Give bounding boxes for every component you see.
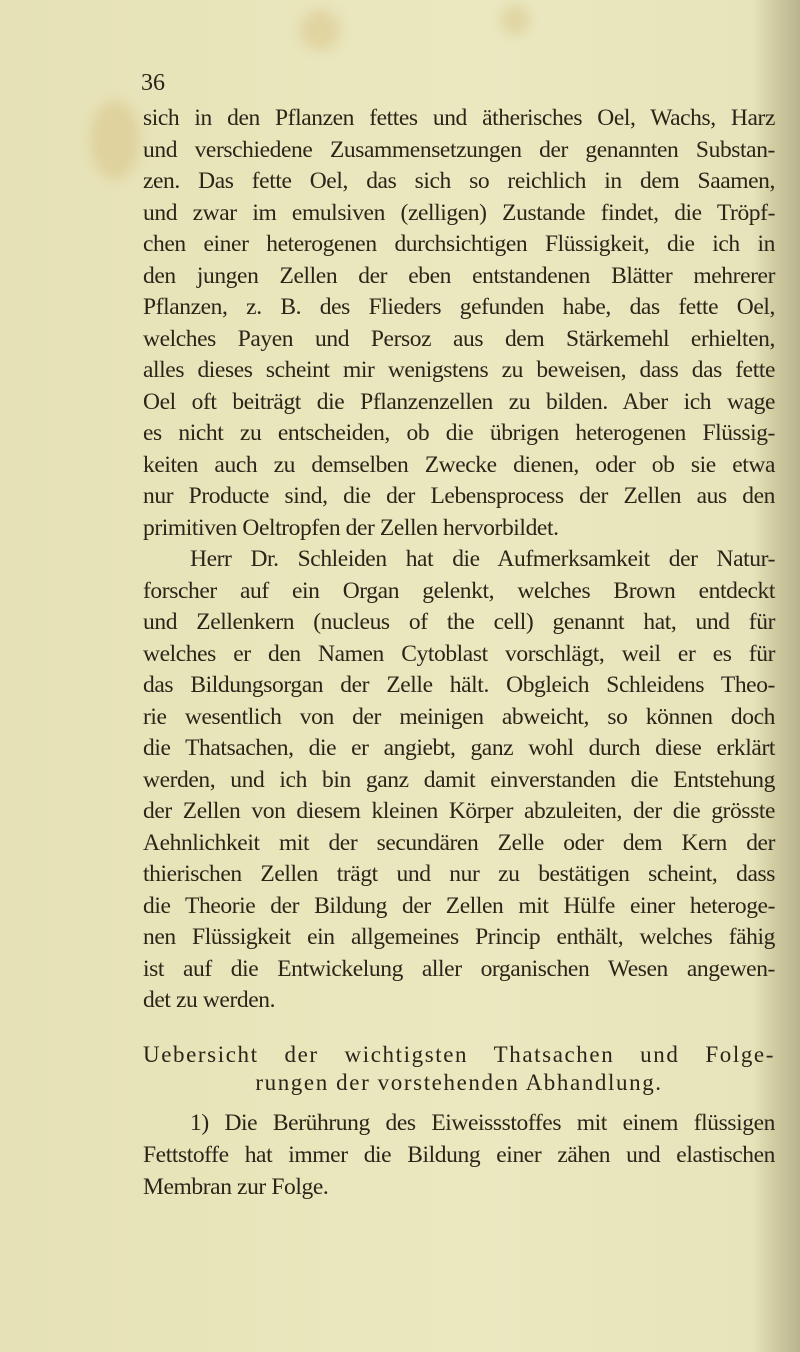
list-item-line: Fettstoffe hat immer die Bildung einer zähen und elastischen (143, 1142, 775, 1168)
text-line: forscher auf ein Organ gelenkt, welches Brown entdeckt (143, 577, 775, 604)
text-line: sich in den Pflanzen fettes und ätherisches Oel, Wachs, Harz (143, 105, 775, 131)
paper-stain (500, 5, 530, 35)
text-line: der Zellen von diesem kleinen Körper abzuleiten, der die grösste (143, 798, 775, 824)
text-line: chen einer heterogenen durchsichtigen Flüssigkeit, die ich in (143, 231, 775, 257)
text-line: alles dieses scheint mir wenigstens zu beweisen, dass das fette (143, 357, 775, 383)
text-line: welches er den Namen Cytoblast vorschlägt, weil er es für (143, 640, 775, 667)
paper-stain (300, 10, 340, 50)
text-line: ist auf die Entwickelung aller organischen Wesen angewen- (143, 955, 775, 982)
text-line: welches Payen und Persoz aus dem Stärkemehl erhielten, (143, 325, 775, 352)
list-item-line: 1) Die Berührung des Eiweissstoffes mit einem flüssigen (190, 1110, 775, 1136)
text-line: Oel oft beiträgt die Pflanzenzellen zu bilden. Aber ich wage (143, 388, 775, 415)
text-line: rie wesentlich von der meinigen abweicht, so können doch (143, 703, 775, 730)
text-line: keiten auch zu demselben Zwecke dienen, oder ob sie etwa (143, 451, 775, 478)
paper-stain (90, 100, 140, 180)
text-line: den jungen Zellen der eben entstandenen Blätter mehrerer (143, 262, 775, 289)
text-line: und verschiedene Zusammensetzungen der genannten Substan- (143, 136, 775, 163)
text-line: Aehnlichkeit mit der secundären Zelle oder dem Kern der (143, 829, 775, 856)
page-number: 36 (141, 70, 165, 96)
text-line: und zwar im emulsiven (zelligen) Zustande findet, die Tröpf- (143, 199, 775, 226)
section-heading: Uebersicht der wichtigsten Thatsachen und Folge- (143, 1042, 775, 1067)
text-line: zen. Das fette Oel, das sich so reichlich in dem Saamen, (143, 168, 775, 194)
text-line: das Bildungsorgan der Zelle hält. Obgleich Schleidens Theo- (143, 672, 775, 698)
text-line: nur Producte sind, die der Lebensprocess der Zellen aus den (143, 483, 775, 509)
list-item-line: Membran zur Folge. (143, 1174, 329, 1200)
text-line: det zu werden. (143, 987, 276, 1013)
section-heading: rungen der vorstehenden Abhandlung. (255, 1070, 663, 1095)
text-line: Herr Dr. Schleiden hat die Aufmerksamkeit der Natur- (190, 546, 775, 572)
text-line: primitiven Oeltropfen der Zellen hervorbildet. (143, 514, 559, 541)
text-line: werden, und ich bin ganz damit einverstanden die Entstehung (143, 766, 775, 793)
text-line: es nicht zu entscheiden, ob die übrigen heterogenen Flüssig- (143, 420, 775, 446)
text-line: die Thatsachen, die er angiebt, ganz wohl durch diese erklärt (143, 735, 775, 761)
text-line: und Zellenkern (nucleus of the cell) genannt hat, und für (143, 609, 775, 635)
text-line: die Theorie der Bildung der Zellen mit Hülfe einer heteroge- (143, 892, 775, 919)
text-line: Pflanzen, z. B. des Flieders gefunden habe, das fette Oel, (143, 294, 775, 320)
text-line: thierischen Zellen trägt und nur zu bestätigen scheint, dass (143, 861, 775, 887)
text-line: nen Flüssigkeit ein allgemeines Princip enthält, welches fähig (143, 924, 775, 950)
